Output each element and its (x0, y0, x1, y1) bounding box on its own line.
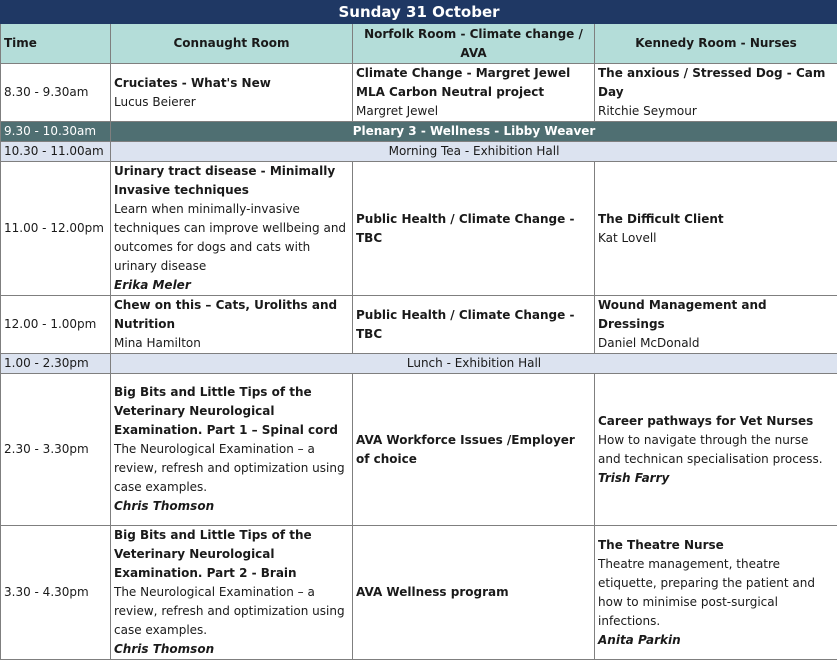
session-title: Public Health / Climate Change - TBC (356, 306, 591, 344)
session-row (1, 162, 837, 296)
session-speaker: Kat Lovell (598, 229, 834, 248)
break-row (1, 354, 837, 374)
session-cell (595, 526, 837, 660)
session-row (1, 64, 837, 122)
session-title: Cruciates - What's New (114, 74, 349, 93)
time-cell: 8.30 - 9.30am (1, 64, 111, 122)
session-row (1, 374, 837, 526)
session-cell (595, 374, 837, 526)
session-description: Learn when minimally-invasive techniques can improve wellbeing and outcomes for dogs and cats with urinary disease (114, 200, 349, 276)
session-title: AVA Workforce Issues /Employer of choice (356, 431, 591, 469)
time-cell: 12.00 - 1.00pm (1, 296, 111, 354)
session-title: The Difficult Client (598, 210, 834, 229)
session-speaker: Daniel McDonald (598, 334, 834, 353)
session-title: Big Bits and Little Tips of the Veterinary Neurological Examination. Part 2 - Brain (114, 526, 349, 583)
session-cell (595, 162, 837, 296)
session-title: Public Health / Climate Change - TBC (356, 210, 591, 248)
session-description: The Neurological Examination – a review, refresh and optimization using case examples. (114, 583, 349, 640)
session-speaker: Anita Parkin (598, 631, 834, 650)
session-cell (353, 64, 595, 122)
session-cell (353, 162, 595, 296)
page-title: Sunday 31 October (1, 1, 837, 24)
session-cell (353, 374, 595, 526)
time-cell: 10.30 - 11.00am (1, 142, 111, 162)
session-title: Big Bits and Little Tips of the Veterinary Neurological Examination. Part 1 – Spinal cord (114, 383, 349, 440)
session-title: The anxious / Stressed Dog - Cam Day (598, 64, 834, 102)
header-time: Time (1, 24, 111, 64)
session-speaker: Chris Thomson (114, 640, 349, 659)
session-title: Climate Change - Margret Jewel MLA Carbon Neutral project (356, 64, 591, 102)
session-cell (111, 296, 353, 354)
plenary-row (1, 122, 837, 142)
time-cell: 1.00 - 2.30pm (1, 354, 111, 374)
session-row (1, 526, 837, 660)
header-row (1, 24, 837, 64)
session-cell (595, 64, 837, 122)
session-speaker: Lucus Beierer (114, 93, 349, 112)
session-speaker: Margret Jewel (356, 102, 591, 121)
session-speaker: Trish Farry (598, 469, 834, 488)
session-cell (595, 296, 837, 354)
session-title: AVA Wellness program (356, 583, 591, 602)
session-cell (353, 526, 595, 660)
session-title: Chew on this – Cats, Uroliths and Nutrition (114, 296, 349, 334)
session-title: Urinary tract disease - Minimally Invasive techniques (114, 162, 349, 200)
break-label: Lunch - Exhibition Hall (111, 354, 837, 374)
header-kennedy: Kennedy Room - Nurses (595, 24, 837, 64)
time-cell: 9.30 - 10.30am (1, 122, 111, 142)
session-title: The Theatre Nurse (598, 536, 834, 555)
title-row (1, 1, 837, 24)
session-cell (111, 64, 353, 122)
session-speaker: Chris Thomson (114, 497, 349, 516)
session-cell (111, 162, 353, 296)
session-speaker: Mina Hamilton (114, 334, 349, 353)
session-speaker: Erika Meler (114, 276, 349, 295)
time-cell: 3.30 - 4.30pm (1, 526, 111, 660)
session-row (1, 296, 837, 354)
time-cell: 2.30 - 3.30pm (1, 374, 111, 526)
session-cell (111, 374, 353, 526)
session-description: How to navigate through the nurse and technican specialisation process. (598, 431, 834, 469)
header-norfolk: Norfolk Room - Climate change / AVA (353, 24, 595, 64)
plenary-session: Plenary 3 - Wellness - Libby Weaver (111, 122, 837, 142)
session-title: Career pathways for Vet Nurses (598, 412, 834, 431)
session-title: Wound Management and Dressings (598, 296, 834, 334)
time-cell: 11.00 - 12.00pm (1, 162, 111, 296)
session-description: Theatre management, theatre etiquette, preparing the patient and how to minimise post-surgical infections. (598, 555, 834, 631)
session-speaker: Ritchie Seymour (598, 102, 834, 121)
break-label: Morning Tea - Exhibition Hall (111, 142, 837, 162)
break-row (1, 142, 837, 162)
header-connaught: Connaught Room (111, 24, 353, 64)
session-description: The Neurological Examination – a review, refresh and optimization using case examples. (114, 440, 349, 497)
session-cell (111, 526, 353, 660)
session-cell (353, 296, 595, 354)
